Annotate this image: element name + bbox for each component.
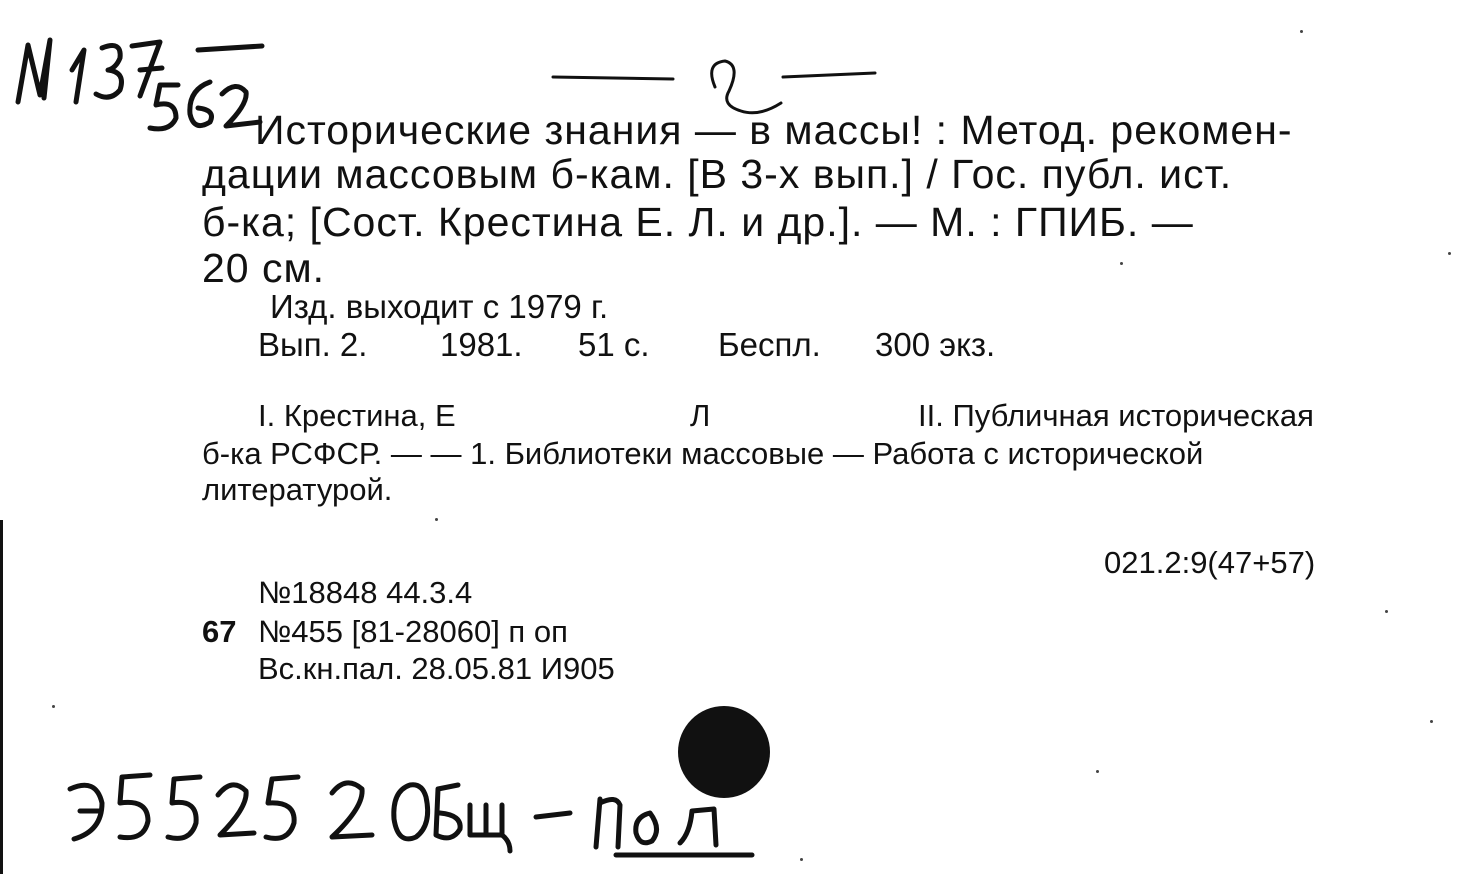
issue-price: Беспл. (718, 326, 821, 363)
classification-number: 021.2:9(47+57) (1104, 545, 1316, 580)
footer-line-3: Вс.кн.пал. 28.05.81 И905 (258, 651, 615, 686)
card-edge (0, 520, 3, 874)
footer-line-2: №455 [81-28060] п оп (258, 614, 568, 649)
tracing-author: I. Крестина, Е (258, 398, 456, 433)
title-line-4: 20 см. (202, 245, 326, 291)
title-line-2: дации массовым б-кам. [В 3-х вып.] / Гос. публ. ист. (202, 151, 1233, 197)
handwritten-accession-note (40, 755, 770, 865)
tracing-corporate: II. Публичная историческая (918, 398, 1314, 433)
title-line-3: б-ка; [Сост. Крестина Е. Л. и др.]. — М. : ГПИБ. — (202, 199, 1194, 245)
handwritten-shelf-code (10, 10, 280, 140)
publication-note: Изд. выходит с 1979 г. (270, 288, 609, 325)
tracing-line-2: б-ка РСФСР. — — 1. Библиотеки массовые — Работа с исторической (202, 436, 1204, 471)
footer-line-2-prefix: 67 (202, 614, 237, 649)
tracing-author-initial: Л (690, 398, 711, 433)
issue-volume: Вып. 2. (258, 326, 368, 363)
issue-copies: 300 экз. (875, 326, 996, 363)
title-line-1: Исторические знания — в массы! : Метод. рекомен- (255, 107, 1293, 153)
footer-line-1: №18848 44.3.4 (258, 575, 473, 610)
issue-year: 1981. (440, 326, 523, 363)
tracing-line-3: литературой. (202, 472, 393, 507)
issue-pages: 51 с. (578, 326, 650, 363)
